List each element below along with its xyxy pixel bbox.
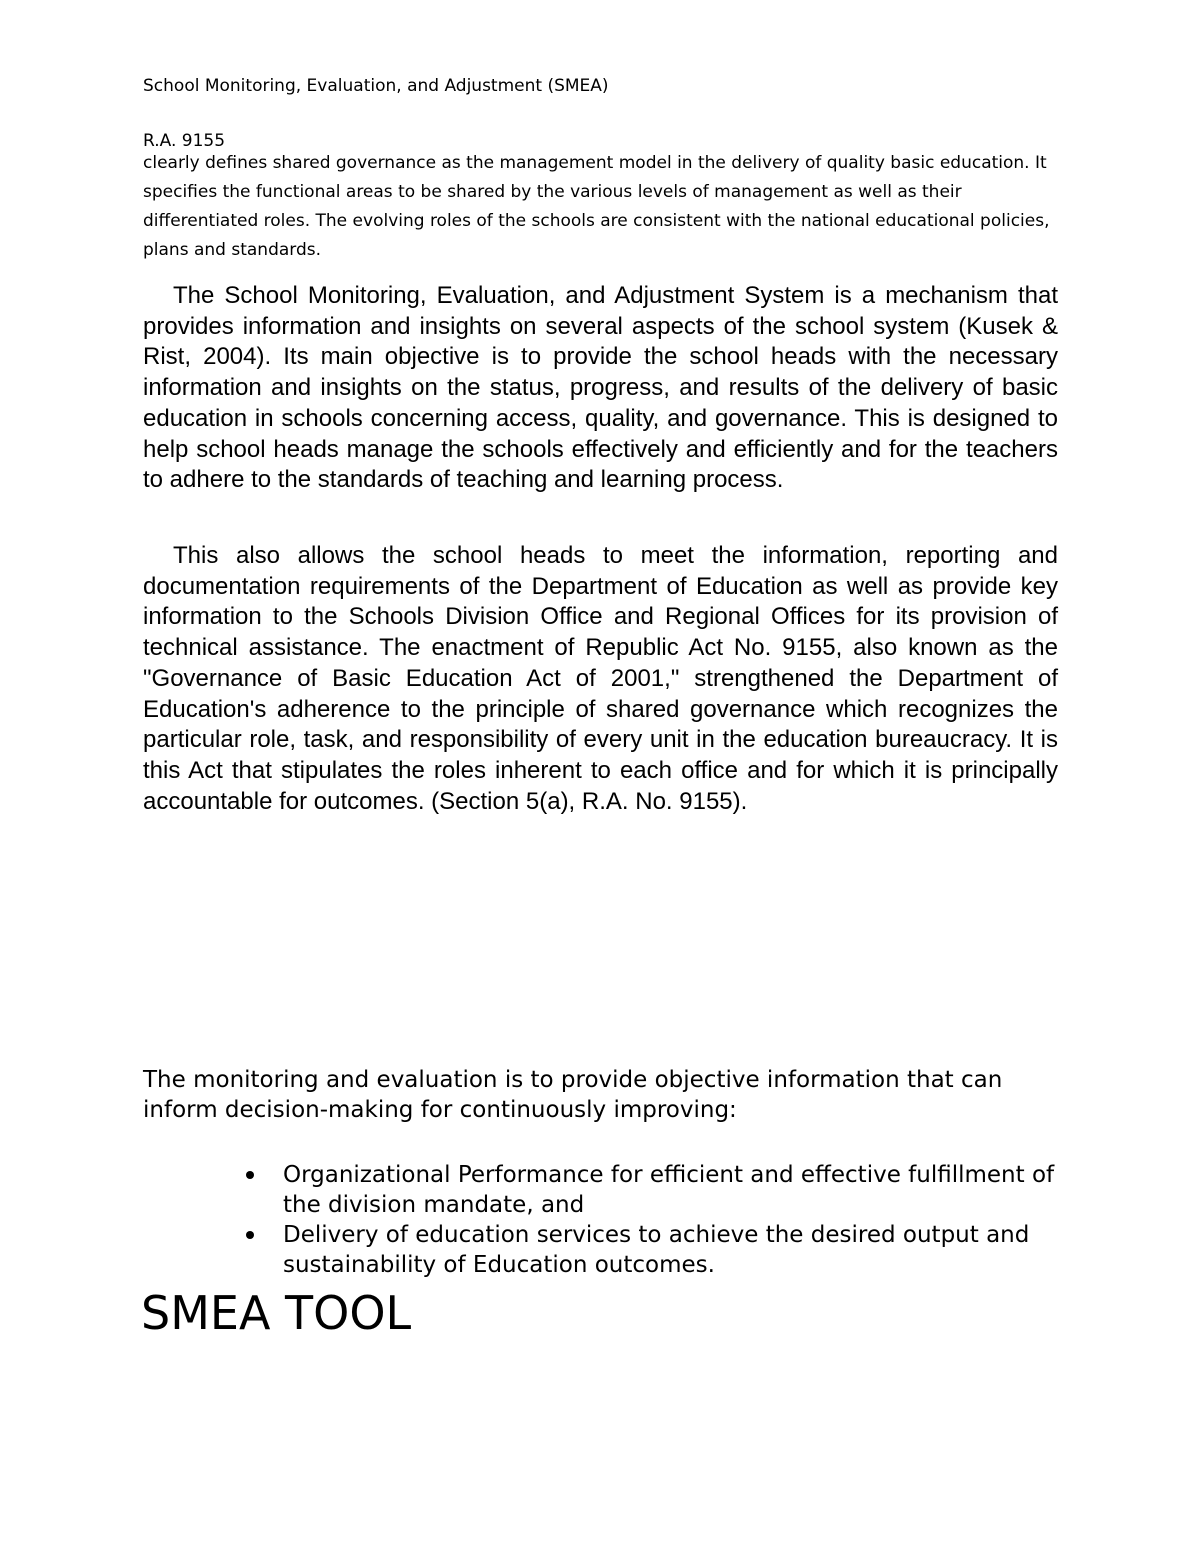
smea-tool-heading: SMEA TOOL [141, 1286, 412, 1340]
ra-description: clearly defines shared governance as the management model in the delivery of quality basic education. It specifies the functional areas to be shared by the various levels of management as well as their differentiated roles. The evolving roles of the schools are consistent with the national educational policies, plans and standards. [143, 153, 1050, 260]
bullet-icon [246, 1171, 254, 1179]
ra-9155-paragraph: This also allows the school heads to meet the information, reporting and documentation requirements of the Department of Education as well as provide key information to the Schools Division Office and Regional Offices for its provision of technical assistance. The enactment of Republic Act No. 9155, also known as the "Governance of Basic Education Act of 2001," strengthened the Department of Education's adherence to the principle of shared governance which recognizes the particular role, task, and responsibility of every unit in the education bureaucracy. It is this Act that stipulates the roles inherent to each office and for which it is principally accountable for outcomes. (Section 5(a), R.A. No. 9155). [143, 542, 1058, 815]
ra-label: R.A. 9155 [143, 131, 226, 151]
list-item-text: Organizational Performance for efficient and effective fulfillment of the division mandate, and [283, 1162, 1055, 1218]
document-header-title: School Monitoring, Evaluation, and Adjustment (SMEA) [143, 76, 609, 96]
bullet-icon [246, 1231, 254, 1239]
list-item [143, 1160, 1073, 1220]
list-item [143, 1220, 1073, 1280]
list-item-text: Delivery of education services to achieve the desired output and sustainability of Education outcomes. [283, 1222, 1030, 1278]
monitoring-intro: The monitoring and evaluation is to provide objective information that can inform decision-making for continuously improving: [143, 1067, 1003, 1123]
improvement-list [143, 1160, 1073, 1280]
smea-system-paragraph: The School Monitoring, Evaluation, and Adjustment System is a mechanism that provides information and insights on several aspects of the school system (Kusek & Rist, 2004). Its main objective is to provide the school heads with the necessary information and insights on the status, progress, and results of the delivery of basic education in schools concerning access, quality, and governance. This is designed to help school heads manage the schools effectively and efficiently and for the teachers to adhere to the standards of teaching and learning process. [143, 282, 1058, 494]
